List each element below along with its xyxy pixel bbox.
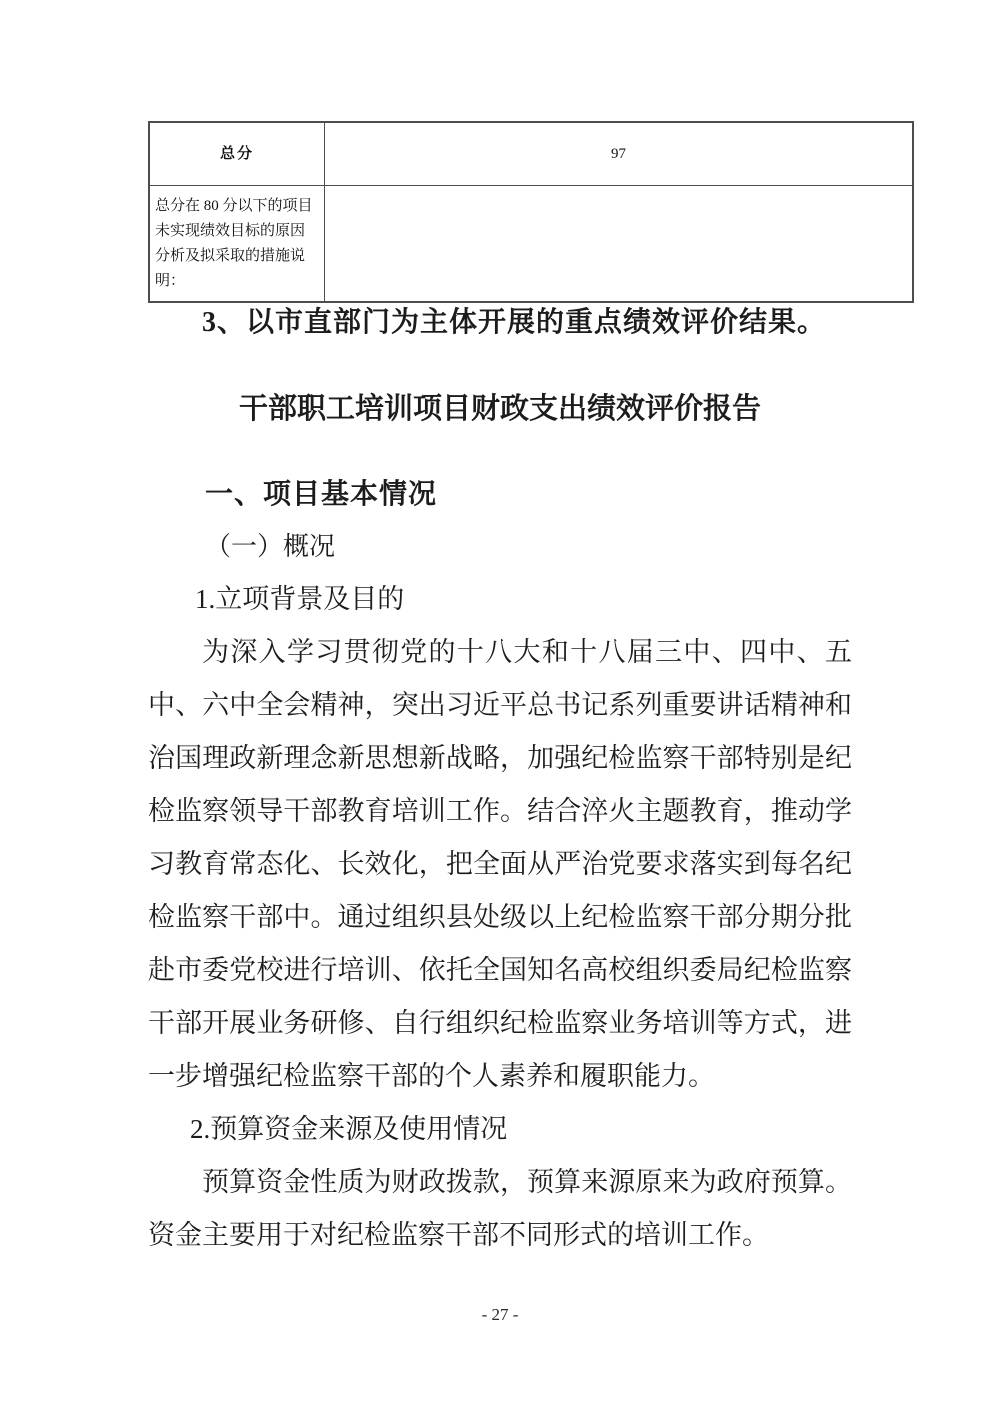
item1-heading: 1.立项背景及目的 (195, 584, 405, 614)
numbered-section-heading: 3、以市直部门为主体开展的重点绩效评价结果。 (202, 307, 827, 338)
total-score-value: 97 (325, 122, 914, 186)
subsection-heading: （一）概况 (205, 532, 336, 561)
report-body (148, 467, 852, 1262)
chapter-heading: 一、项目基本情况 (205, 478, 438, 509)
total-score-label: 总分 (149, 122, 325, 186)
paragraph-background-purpose: 为深入学习贯彻党的十八大和十八届三中、四中、五中、六中全会精神，突出习近平总书记系列重要讲话精神和治国理政新理念新思想新战略，加强纪检监察干部特别是纪检监察领导干部教育培训工作。结合淬火主题教育，推动学习教育常态化、长效化，把全面从严治党要求落实到每名纪检监察干部中。通过组织县处级以上纪检监察干部分期分批赴市委党校进行培训、依托全国知名高校组织委局纪检监察干部开展业务研修、自行组织纪检监察业务培训等方式，进一步增强纪检监察干部的个人素养和履职能力。 (148, 637, 852, 1091)
table-row (149, 186, 913, 303)
score-summary-table (148, 121, 914, 303)
table-row (149, 122, 913, 186)
report-title: 干部职工培训项目财政支出绩效评价报告 (238, 393, 761, 425)
reason-analysis-label: 总分在 80 分以下的项目未实现绩效目标的原因分析及拟采取的措施说明： (149, 186, 325, 303)
reason-analysis-value (325, 186, 914, 303)
page-number: - 27 - (481, 1305, 519, 1324)
item2-heading: 2.预算资金来源及使用情况 (190, 1114, 508, 1144)
paragraph-budget-source: 预算资金性质为财政拨款，预算来源原来为政府预算。资金主要用于对纪检监察干部不同形式的培训工作。 (148, 1167, 852, 1250)
